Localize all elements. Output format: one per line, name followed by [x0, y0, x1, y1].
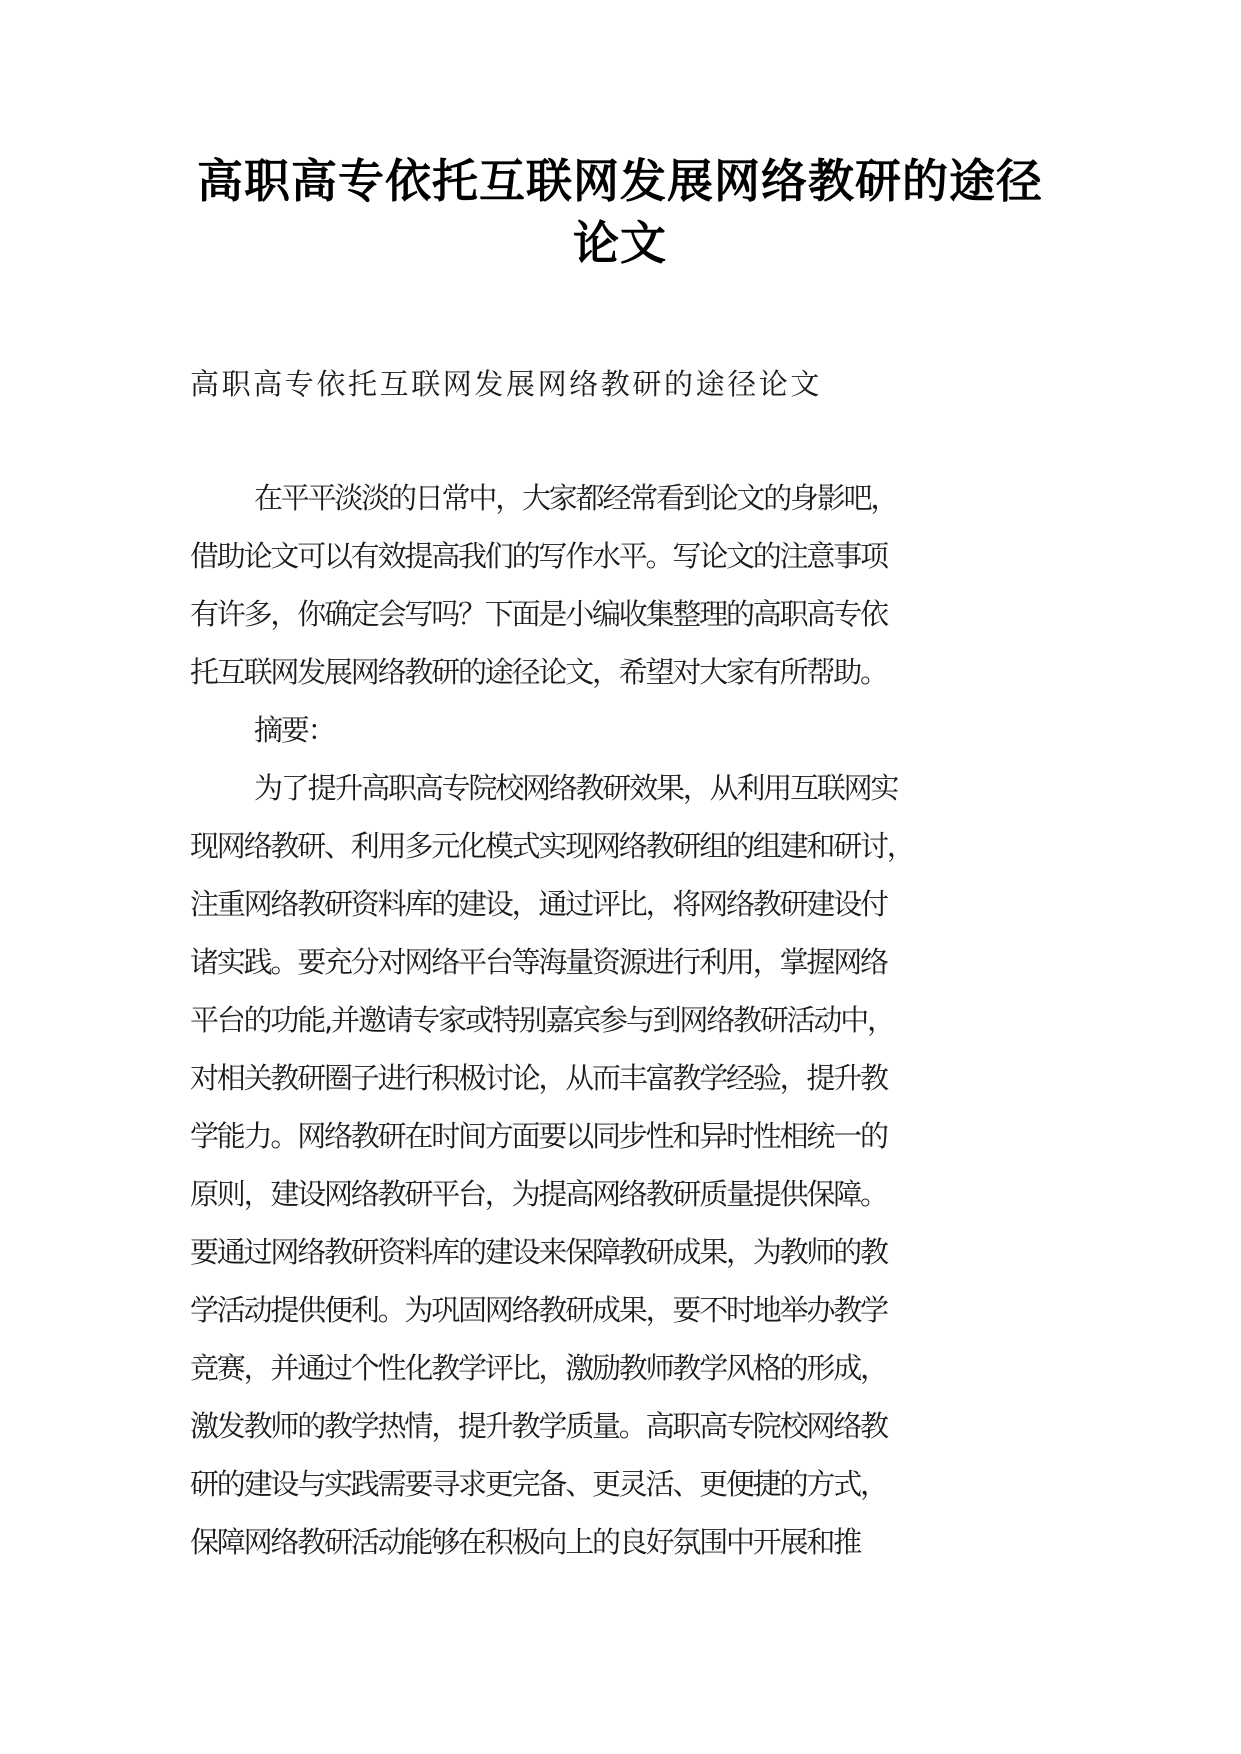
paragraph-line: 平台的功能,并邀请专家或特别嘉宾参与到网络教研活动中， [190, 1003, 894, 1037]
paragraph-line: 学能力。网络教研在时间方面要以同步性和异时性相统一的 [190, 1119, 887, 1153]
paragraph-line: 有许多，你确定会写吗？下面是小编收集整理的高职高专依 [190, 597, 887, 631]
title-line-2: 论文 [573, 216, 667, 270]
paragraph-line: 对相关教研圈子进行积极讨论，从而丰富教学经验，提升教 [190, 1061, 887, 1095]
document-title [190, 150, 1050, 274]
paragraph-line: 注重网络教研资料库的建设，通过评比，将网络教研建设付 [190, 887, 887, 921]
paragraph-line: 保障网络教研活动能够在积极向上的良好氛围中开展和推 [190, 1525, 861, 1559]
paragraph-line: 要通过网络教研资料库的建设来保障教研成果，为教师的教 [190, 1235, 887, 1269]
paragraph-line: 研的建设与实践需要寻求更完备、更灵活、更便捷的方式， [190, 1467, 887, 1501]
abstract-label-paragraph [190, 701, 1070, 759]
paragraph-line: 学活动提供便利。为巩固网络教研成果，要不时地举办教学 [190, 1293, 887, 1327]
paragraph-line: 为了提升高职高专院校网络教研效果，从利用互联网实 [254, 771, 898, 805]
paragraph-line: 原则，建设网络教研平台，为提高网络教研质量提供保障。 [190, 1177, 887, 1211]
paragraph-line: 借助论文可以有效提高我们的写作水平。写论文的注意事项 [190, 539, 887, 573]
paragraph-line: 激发教师的教学热情，提升教学质量。高职高专院校网络教 [190, 1409, 887, 1443]
document-subtitle: 高职高专依托互联网发展网络教研的途径论文 [190, 367, 823, 401]
abstract-paragraph [190, 759, 1070, 1571]
abstract-label: 摘要： [254, 713, 335, 747]
paragraph-line: 诸实践。要充分对网络平台等海量资源进行利用，掌握网络 [190, 945, 887, 979]
paragraph-line: 现网络教研、利用多元化模式实现网络教研组的组建和研讨， [190, 829, 914, 863]
intro-paragraph [190, 469, 1070, 701]
title-line-1: 高职高专依托互联网发展网络教研的途径 [197, 154, 1043, 208]
paragraph-line: 在平平淡淡的日常中，大家都经常看到论文的身影吧， [254, 481, 898, 515]
paragraph-line: 竞赛，并通过个性化教学评比，激励教师教学风格的形成， [190, 1351, 887, 1385]
paragraph-line: 托互联网发展网络教研的途径论文，希望对大家有所帮助。 [190, 655, 887, 689]
